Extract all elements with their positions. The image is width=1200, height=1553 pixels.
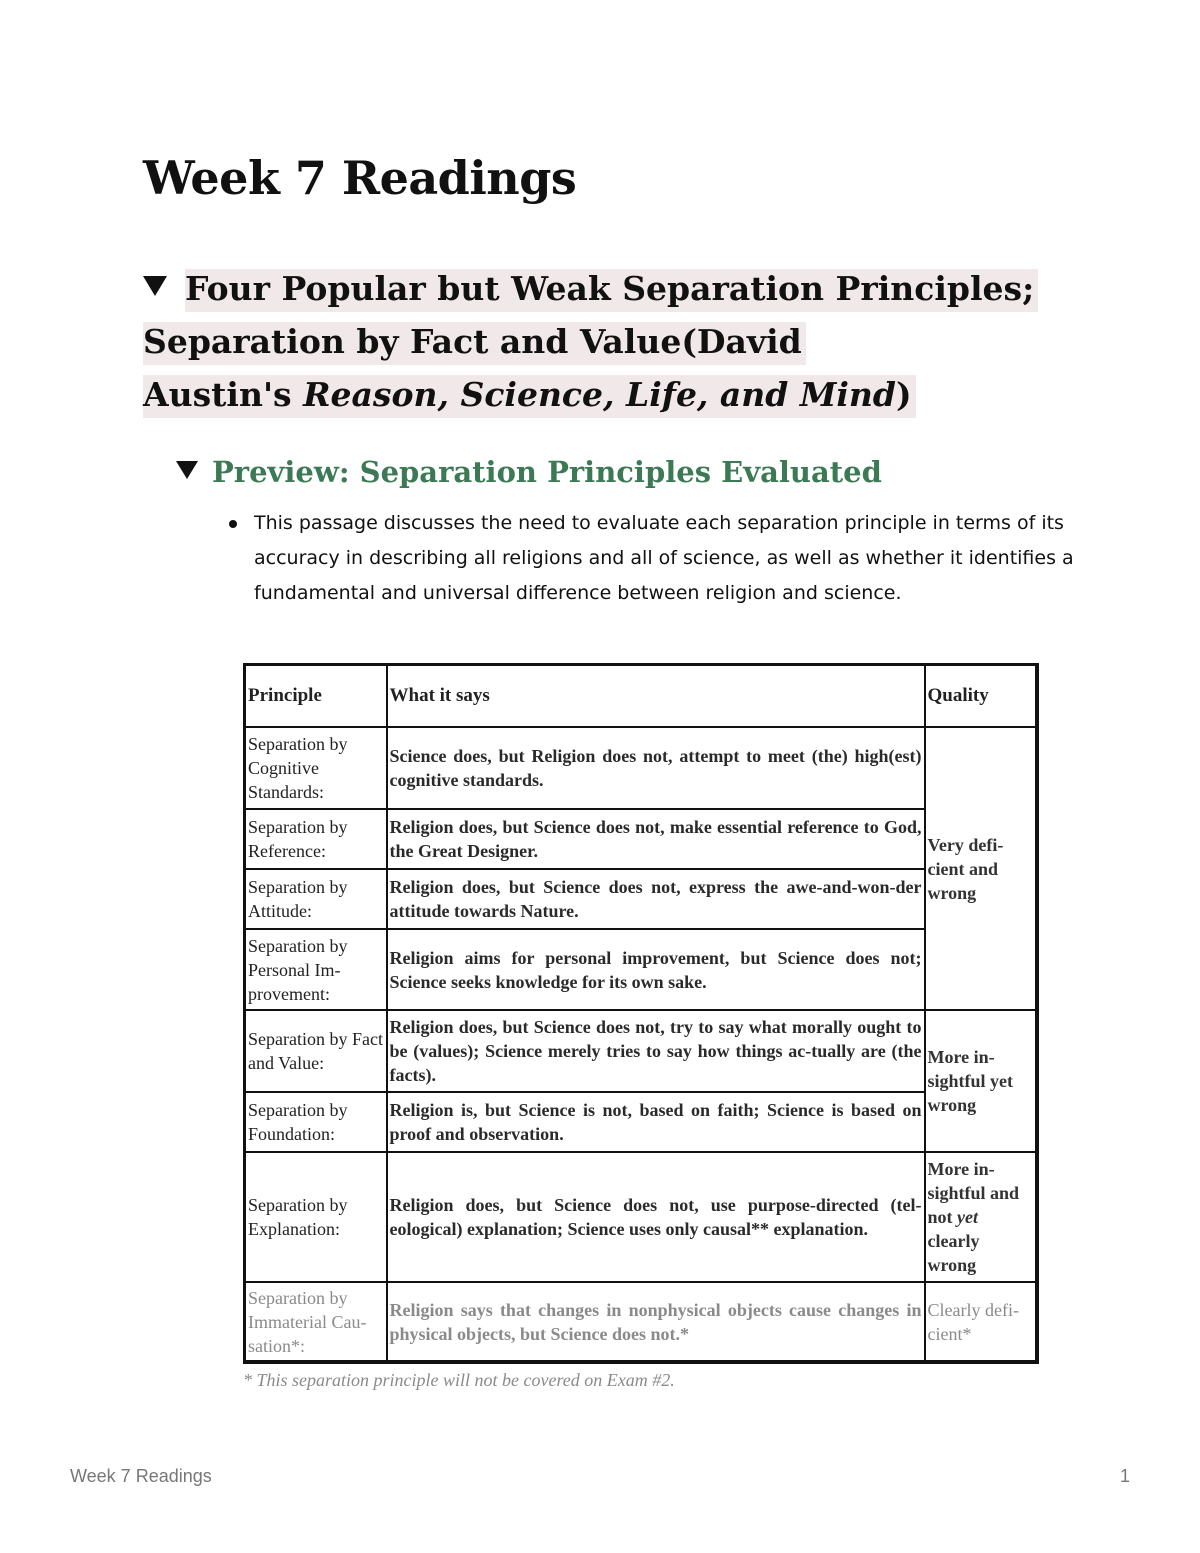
section-heading-line-2: Separation by Fact and Value(David xyxy=(143,322,806,365)
principle-cell: Separation by Foundation: xyxy=(245,1092,387,1152)
header-quality: Quality xyxy=(925,665,1037,728)
quality-cell: More in-sightful yet wrong xyxy=(925,1010,1037,1152)
section-heading-line-3: Austin's Reason, Science, Life, and Mind) xyxy=(143,375,916,418)
page-number: 1 xyxy=(1119,1466,1130,1486)
separation-principles-table xyxy=(243,663,1039,1364)
subsection-heading[interactable] xyxy=(176,450,882,494)
principle-cell: Separation by Immaterial Cau-sation*: xyxy=(245,1282,387,1362)
what-it-says-cell: Religion does, but Science does not, express the awe-and-won-der attitude towards Nature. xyxy=(387,869,925,929)
what-it-says-cell: Religion does, but Science does not, try to say what morally ought to be (values); Science merely tries to say how things ac-tually are (the facts). xyxy=(387,1010,925,1092)
what-it-says-cell: Religion does, but Science does not, make essential reference to God, the Great Designer. xyxy=(387,809,925,869)
what-it-says-cell: Religion says that changes in nonphysical objects cause changes in physical objects, but Science does not.* xyxy=(387,1282,925,1362)
table-row xyxy=(245,1010,1037,1092)
book-title: Reason, Science, Life, and Mind xyxy=(303,375,896,414)
table-row xyxy=(245,1282,1037,1362)
principle-cell: Separation by Explanation: xyxy=(245,1152,387,1282)
header-what-it-says: What it says xyxy=(387,665,925,728)
table-row xyxy=(245,727,1037,809)
page-title: Week 7 Readings xyxy=(143,151,577,205)
what-it-says-cell: Religion is, but Science is not, based on faith; Science is based on proof and observation. xyxy=(387,1092,925,1152)
what-it-says-cell: Religion does, but Science does not, use purpose-directed (tel-eological) explanation; Science uses only causal** explanation. xyxy=(387,1152,925,1282)
quality-cell: More in-sightful and not yet clearly wrong xyxy=(925,1152,1037,1282)
principle-cell: Separation by Cognitive Standards: xyxy=(245,727,387,809)
principle-cell: Separation by Personal Im-provement: xyxy=(245,929,387,1010)
table-row xyxy=(245,1152,1037,1282)
table-footnote: * This separation principle will not be covered on Exam #2. xyxy=(243,1370,675,1390)
principle-cell: Separation by Fact and Value: xyxy=(245,1010,387,1092)
what-it-says-cell: Science does, but Religion does not, attempt to meet (the) high(est) cognitive standards. xyxy=(387,727,925,809)
collapse-triangle-icon[interactable] xyxy=(176,461,198,479)
subsection-heading-text: Preview: Separation Principles Evaluated xyxy=(212,455,882,489)
table-row xyxy=(245,869,1037,929)
table-row xyxy=(245,929,1037,1010)
table-row xyxy=(245,1092,1037,1152)
list-item: This passage discusses the need to evaluate each separation principle in terms of its accuracy in describing all religions and all of science, as well as whether it identifies a fundamental and universal difference between religion and science. xyxy=(225,506,1075,611)
collapse-triangle-icon[interactable] xyxy=(143,276,167,296)
quality-cell: Clearly defi-cient* xyxy=(925,1282,1037,1362)
bullet-list xyxy=(225,506,1075,611)
table-row xyxy=(245,809,1037,869)
header-principle: Principle xyxy=(245,665,387,728)
section-heading-line-1: Four Popular but Weak Separation Principles; xyxy=(185,269,1038,312)
quality-cell: Very defi-cient and wrong xyxy=(925,727,1037,1010)
what-it-says-cell: Religion aims for personal improvement, but Science does not; Science seeks knowledge for its own sake. xyxy=(387,929,925,1010)
principle-cell: Separation by Attitude: xyxy=(245,869,387,929)
table-header-row xyxy=(245,665,1037,728)
footer-title: Week 7 Readings xyxy=(70,1466,212,1486)
principle-cell: Separation by Reference: xyxy=(245,809,387,869)
section-heading[interactable] xyxy=(143,262,1103,421)
